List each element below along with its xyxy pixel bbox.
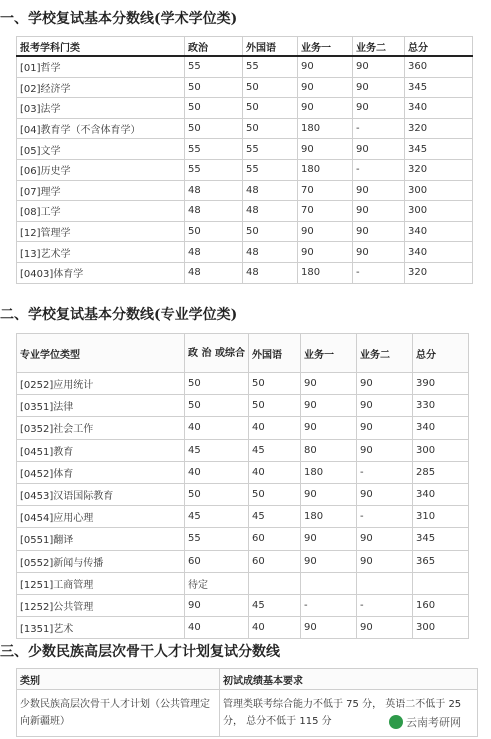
table-cell: 90 (298, 139, 353, 160)
table-row (17, 417, 469, 439)
table-cell: [0454]应用心理 (17, 506, 185, 528)
watermark (389, 712, 461, 732)
table-cell: 90 (357, 417, 413, 439)
table-cell: [06]历史学 (17, 159, 185, 180)
table-cell: 345 (405, 139, 473, 160)
table-cell: [13]艺术学 (17, 242, 185, 263)
header-cell: 外国语 (249, 334, 301, 373)
table-cell: 90 (298, 221, 353, 242)
table-cell: 40 (249, 617, 301, 639)
table-cell: 50 (249, 483, 301, 505)
table-cell: 90 (357, 483, 413, 505)
table-cell: [1252]公共管理 (17, 594, 185, 616)
table-cell: - (353, 159, 405, 180)
table-cell: 90 (298, 77, 353, 98)
table-row (17, 77, 473, 98)
table-cell: 90 (353, 56, 405, 77)
table-row (17, 201, 473, 222)
table-cell: 180 (298, 262, 353, 283)
table-cell: 48 (185, 201, 243, 222)
table-row (17, 439, 469, 461)
table-cell: [1351]艺术 (17, 617, 185, 639)
table-row (17, 242, 473, 263)
table-cell: 300 (413, 439, 469, 461)
header-cell: 业务二 (357, 334, 413, 373)
header-cell: 政 治 或综合 (185, 334, 249, 373)
table-cell: - (357, 461, 413, 483)
table-cell: 45 (185, 506, 249, 528)
table-cell: 320 (405, 159, 473, 180)
header-cell: 类别 (17, 669, 220, 690)
table-cell: 48 (185, 262, 243, 283)
table-cell: 285 (413, 461, 469, 483)
table-cell: [0452]体育 (17, 461, 185, 483)
table-cell: 90 (298, 242, 353, 263)
header-cell: 外国语 (243, 37, 298, 57)
table-cell: - (301, 594, 357, 616)
header-cell: 总分 (405, 37, 473, 57)
table-cell: [05]文学 (17, 139, 185, 160)
table-cell: 90 (301, 483, 357, 505)
table-cell: 45 (249, 506, 301, 528)
table-cell: 345 (405, 77, 473, 98)
table-row (17, 550, 469, 572)
table-cell: [08]工学 (17, 201, 185, 222)
table-row (17, 395, 469, 417)
table-cell: 90 (357, 617, 413, 639)
table-cell: [04]教育学（不含体育学） (17, 118, 185, 139)
table-cell: 70 (298, 201, 353, 222)
table-cell: 55 (185, 528, 249, 550)
table-cell: 180 (298, 118, 353, 139)
table-cell: 40 (185, 617, 249, 639)
table-cell: 90 (301, 417, 357, 439)
table-cell: 45 (249, 439, 301, 461)
table-cell: 90 (353, 180, 405, 201)
table-row (17, 56, 473, 77)
table-cell: 50 (249, 373, 301, 395)
table-cell: 360 (405, 56, 473, 77)
wechat-logo-icon (389, 715, 403, 729)
table-cell: 90 (357, 528, 413, 550)
table-cell: [07]理学 (17, 180, 185, 201)
table-header-row (17, 669, 478, 690)
table-cell (413, 572, 469, 594)
table-cell: 180 (298, 159, 353, 180)
table-cell: 90 (357, 395, 413, 417)
academic-score-table (16, 36, 473, 284)
table-cell: 300 (413, 617, 469, 639)
table-cell: 55 (243, 139, 298, 160)
table-cell: 90 (353, 98, 405, 119)
table-cell: 90 (353, 77, 405, 98)
table-cell: 320 (405, 118, 473, 139)
table-cell: 45 (249, 594, 301, 616)
table-cell: 40 (185, 461, 249, 483)
table-cell: 50 (243, 221, 298, 242)
table-cell: 90 (301, 550, 357, 572)
table-cell: - (353, 118, 405, 139)
table-cell: 90 (298, 56, 353, 77)
table-cell: 340 (405, 221, 473, 242)
table-row (17, 221, 473, 242)
table-row (17, 461, 469, 483)
table-cell: 320 (405, 262, 473, 283)
table-cell: 340 (413, 417, 469, 439)
table-row (17, 572, 469, 594)
table-cell: 50 (185, 373, 249, 395)
table-cell: 90 (353, 242, 405, 263)
table-cell: 48 (243, 242, 298, 263)
table-cell: 40 (185, 417, 249, 439)
table-cell: [0351]法律 (17, 395, 185, 417)
table-cell: - (357, 594, 413, 616)
table-header-row (17, 334, 469, 373)
header-cell: 业务一 (301, 334, 357, 373)
table-cell: 60 (249, 528, 301, 550)
table-cell: [0552]新闻与传播 (17, 550, 185, 572)
table-row (17, 373, 469, 395)
table-cell: 70 (298, 180, 353, 201)
table-cell: 90 (298, 98, 353, 119)
table-cell: 90 (301, 617, 357, 639)
table-cell: 90 (353, 139, 405, 160)
table-cell: 40 (249, 461, 301, 483)
table-cell: 90 (185, 594, 249, 616)
table-cell: 50 (243, 118, 298, 139)
table-cell: 90 (353, 221, 405, 242)
table-cell: 90 (301, 373, 357, 395)
table-cell: 90 (357, 439, 413, 461)
table-header-row (17, 37, 473, 57)
table-cell: 55 (243, 56, 298, 77)
table-row (17, 506, 469, 528)
table-row (17, 594, 469, 616)
table-cell: 50 (185, 395, 249, 417)
table-cell: 50 (185, 221, 243, 242)
header-cell: 报考学科门类 (17, 37, 185, 57)
header-cell: 初试成绩基本要求 (220, 669, 478, 690)
table-cell: 45 (185, 439, 249, 461)
table-cell: 60 (185, 550, 249, 572)
table-cell: 48 (243, 262, 298, 283)
table-cell: 90 (301, 395, 357, 417)
table-cell: [1251]工商管理 (17, 572, 185, 594)
header-cell: 政治 (185, 37, 243, 57)
header-cell: 业务二 (353, 37, 405, 57)
table-row (17, 139, 473, 160)
section2-title: 二、学校复试基本分数线(专业学位类) (0, 307, 238, 323)
table-cell: 90 (301, 528, 357, 550)
table-cell (357, 572, 413, 594)
table-row (17, 483, 469, 505)
section3-title: 三、少数民族高层次骨干人才计划复试分数线 (0, 644, 280, 660)
table-row (17, 98, 473, 119)
section1-title: 一、学校复试基本分数线(学术学位类) (0, 11, 238, 27)
table-cell: [01]哲学 (17, 56, 185, 77)
table-cell: 50 (243, 77, 298, 98)
table-cell: [0252]应用统计 (17, 373, 185, 395)
table-cell: 50 (185, 118, 243, 139)
table-cell: 310 (413, 506, 469, 528)
table-row (17, 118, 473, 139)
table-cell: - (353, 262, 405, 283)
table-cell: 50 (185, 483, 249, 505)
table-cell: 365 (413, 550, 469, 572)
table-cell: 55 (243, 159, 298, 180)
table-cell: 390 (413, 373, 469, 395)
table-cell: 330 (413, 395, 469, 417)
table-cell (301, 572, 357, 594)
table-cell: 55 (185, 139, 243, 160)
table-cell: 90 (357, 550, 413, 572)
table-cell: 300 (405, 201, 473, 222)
table-cell: 40 (249, 417, 301, 439)
table-cell: 50 (249, 395, 301, 417)
table-row (17, 617, 469, 639)
table-cell: 50 (185, 98, 243, 119)
table-row (17, 180, 473, 201)
table-cell: 180 (301, 461, 357, 483)
table-cell: 48 (185, 180, 243, 201)
table-cell: [0551]翻译 (17, 528, 185, 550)
table-cell: 50 (185, 77, 243, 98)
table-cell: [12]管理学 (17, 221, 185, 242)
table-cell: 90 (353, 201, 405, 222)
table-cell: 55 (185, 159, 243, 180)
table-row (17, 159, 473, 180)
table-cell: [03]法学 (17, 98, 185, 119)
table-cell: 48 (243, 180, 298, 201)
table-cell: - (357, 506, 413, 528)
table-cell: 340 (405, 98, 473, 119)
table-row (17, 528, 469, 550)
table-row (17, 262, 473, 283)
table-cell: 48 (185, 242, 243, 263)
table-cell: 180 (301, 506, 357, 528)
table-cell: 340 (405, 242, 473, 263)
table-cell: 80 (301, 439, 357, 461)
professional-score-table (16, 333, 469, 639)
table-cell: [0352]社会工作 (17, 417, 185, 439)
table-cell (249, 572, 301, 594)
table-cell: 待定 (185, 572, 249, 594)
table-cell: 60 (249, 550, 301, 572)
table-cell: 48 (243, 201, 298, 222)
table-cell: 管理类联考综合能力不低于 75 分， 英语二不低于 25 分， 总分不低于 115 分 (220, 690, 478, 737)
table-cell: [02]经济学 (17, 77, 185, 98)
table-cell: 300 (405, 180, 473, 201)
table-cell: 90 (357, 373, 413, 395)
watermark-text: 云南考研网 (406, 716, 461, 729)
header-cell: 专业学位类型 (17, 334, 185, 373)
table-cell: 55 (185, 56, 243, 77)
table-cell: 340 (413, 483, 469, 505)
table-cell: [0451]教育 (17, 439, 185, 461)
table-cell: [0403]体育学 (17, 262, 185, 283)
header-cell: 总分 (413, 334, 469, 373)
table-cell: [0453]汉语国际教育 (17, 483, 185, 505)
table-cell: 345 (413, 528, 469, 550)
table-cell: 少数民族高层次骨干人才计划（公共管理定向新疆班） (17, 690, 220, 737)
table-cell: 50 (243, 98, 298, 119)
header-cell: 业务一 (298, 37, 353, 57)
table-cell: 160 (413, 594, 469, 616)
